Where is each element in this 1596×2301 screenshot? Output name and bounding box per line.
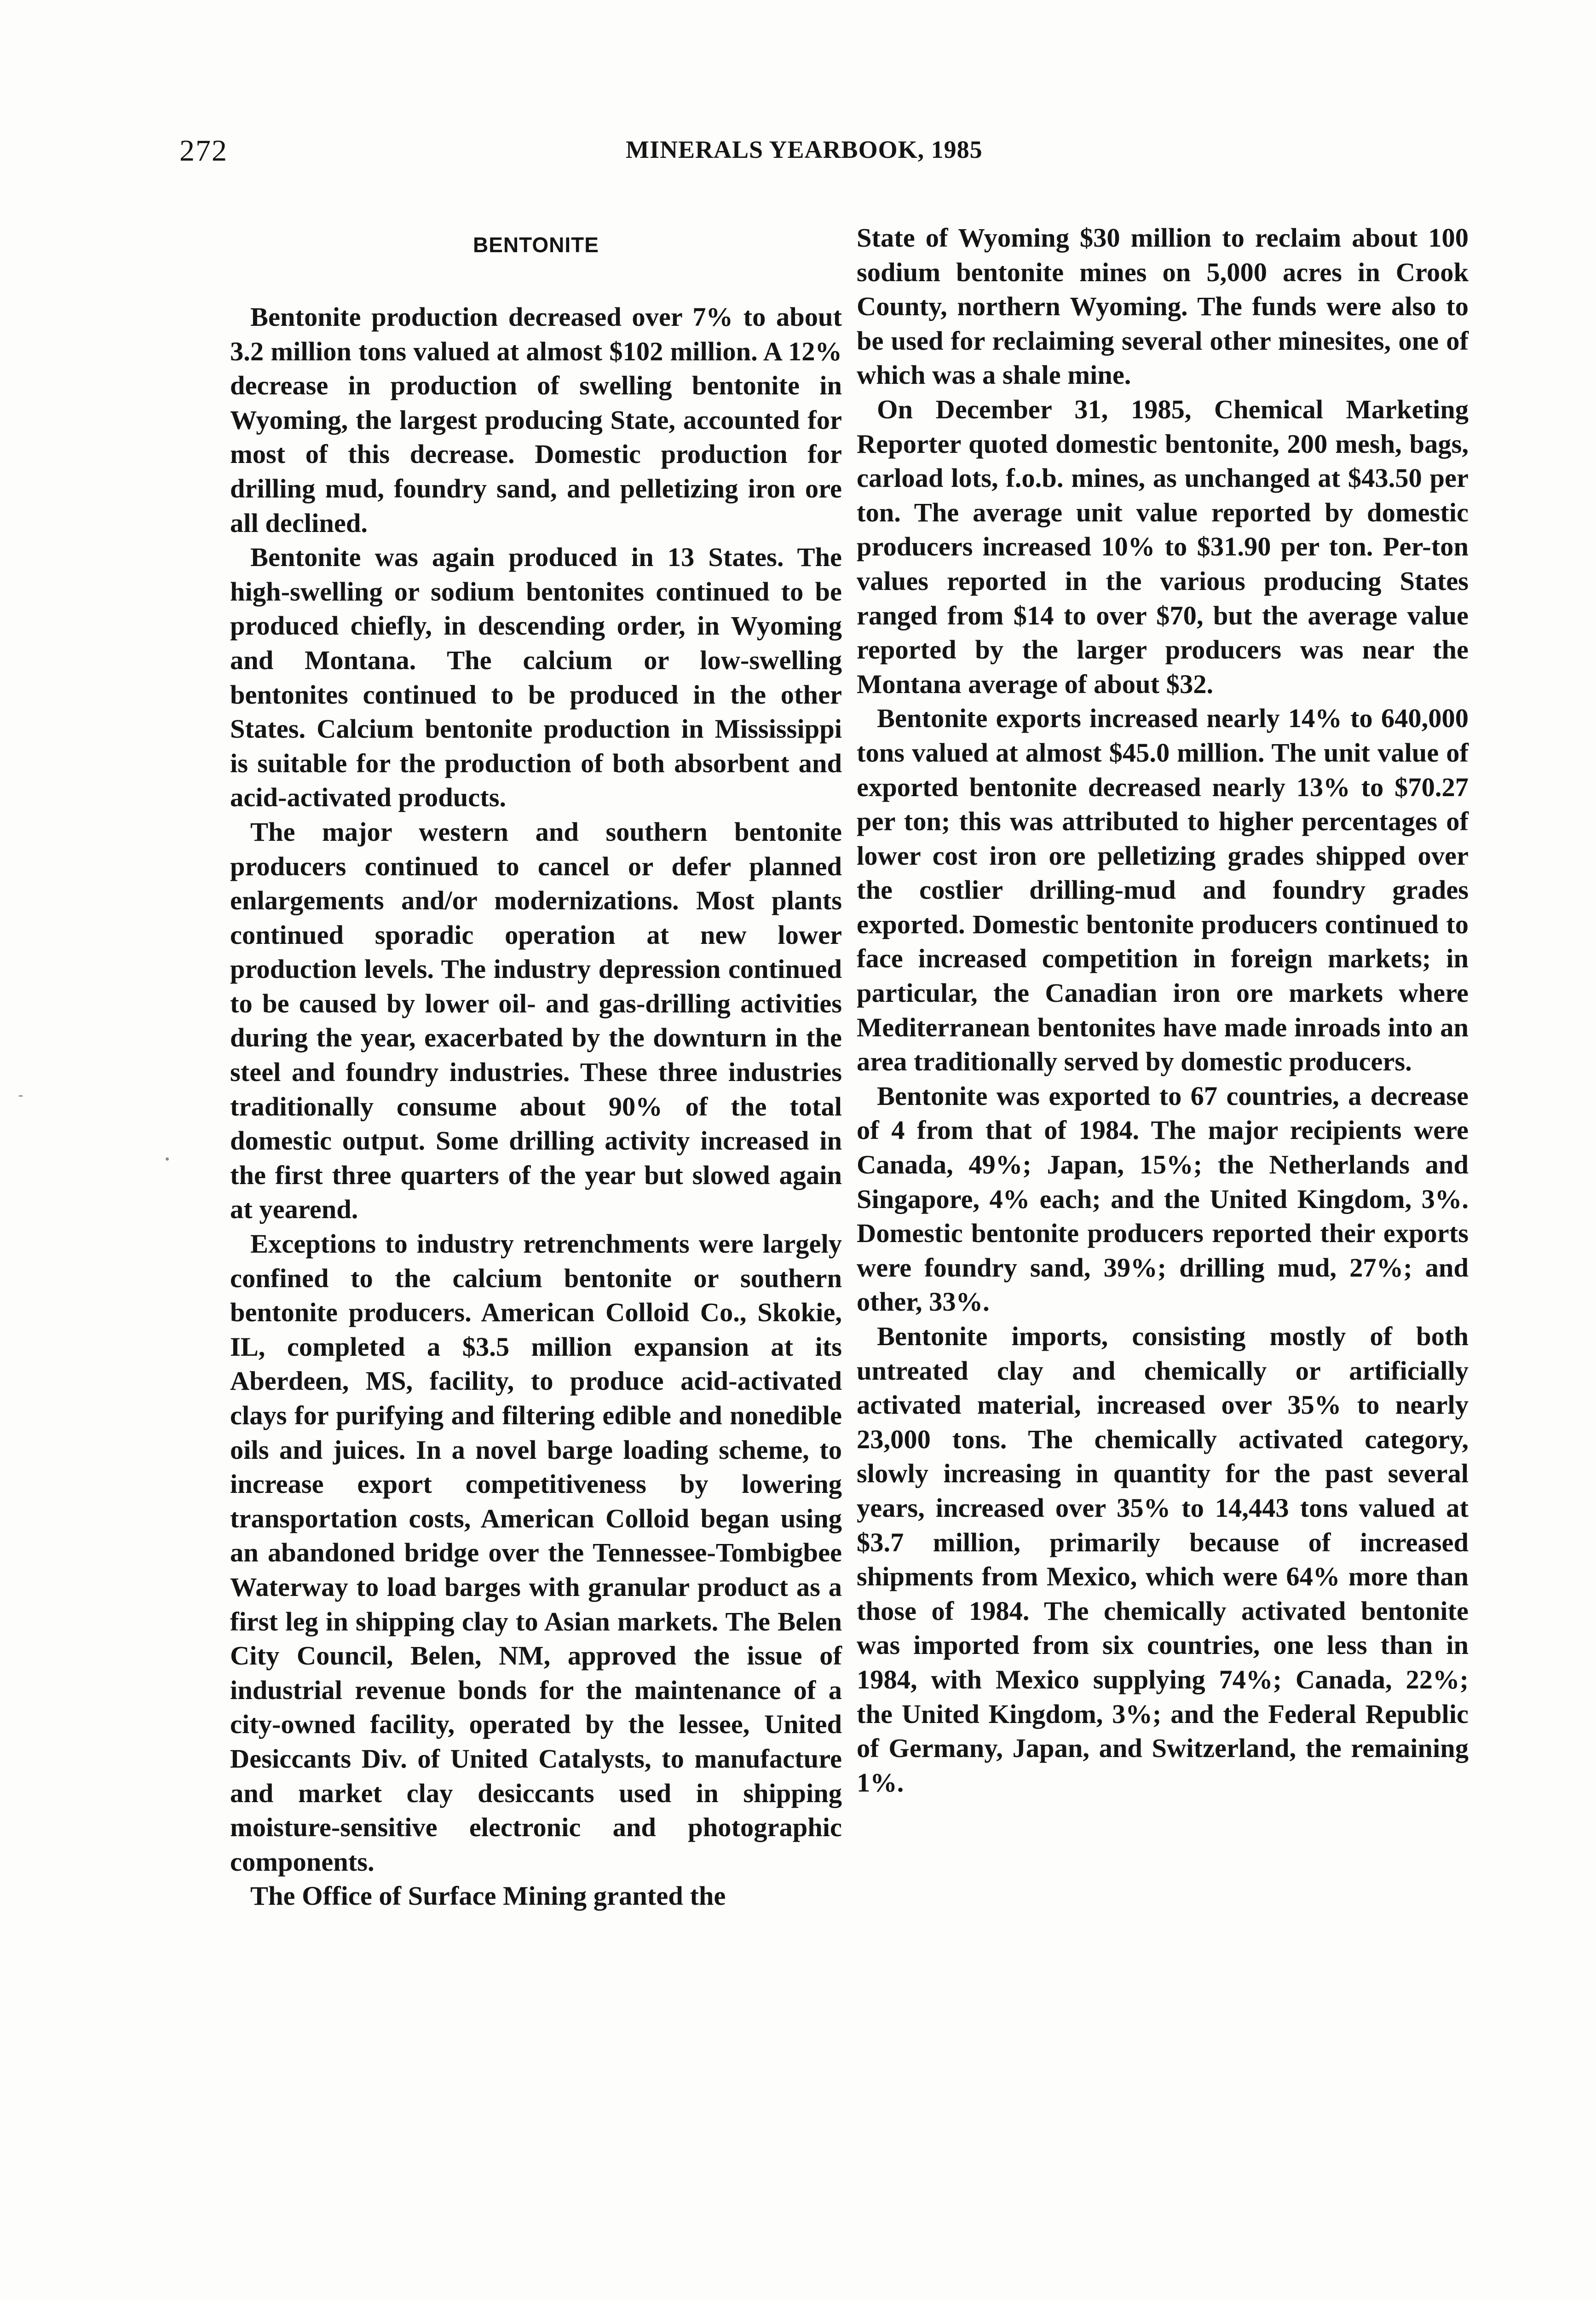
paragraph: Bentonite imports, consisting mostly of both untreated clay and chemically or artificially activated material, increased over 35% to nearly 23,000 tons. The chemically activated category, slowly increasing in quantity for the past several years, increased over 35% to 14,443 tons valued at $3.7 million, primarily because of increased shipments from Mexico, which were 64% more than those of 1984. The chemically activated bentonite was imported from six countries, one less than in 1984, with Mexico supplying 74%; Canada, 22%; the United Kingdom, 3%; and the Federal Republic of Germany, Japan, and Switzerland, the remaining 1%. xyxy=(857,1321,1469,1798)
paragraph: Bentonite exports increased nearly 14% to 640,000 tons valued at almost $45.0 million. The unit value of exported bentonite decreased nearly 13% to $70.27 per ton; this was attributed to higher percentages of lower cost iron ore pelletizing grades shipped over the costlier drilling-mud and foundry grades exported. Domestic bentonite producers continued to face increased competition in foreign markets; in particular, the Canadian iron ore markets where Mediterranean bentonites have made inroads into an area traditionally served by domestic producers. xyxy=(857,703,1469,1077)
running-head: MINERALS YEARBOOK, 1985 xyxy=(626,136,983,163)
paragraph: Bentonite was exported to 67 countries, a decrease of 4 from that of 1984. The major recipients were Canada, 49%; Japan, 15%; the Netherlands and Singapore, 4% each; and the United Kingdom, 3%. Domestic bentonite producers reported their exports were foundry sand, 39%; drilling mud, 27%; and other, 33%. xyxy=(857,1081,1469,1317)
page-header xyxy=(179,133,1100,184)
left-column xyxy=(230,221,842,1914)
paragraph: The Office of Surface Mining granted the xyxy=(250,1881,726,1911)
section-heading: BENTONITE xyxy=(473,233,599,257)
paragraph: On December 31, 1985, Chemical Marketing Reporter quoted domestic bentonite, 200 mesh, bags, carload lots, f.o.b. mines, as unchanged at $43.50 per ton. The average unit value reported by domestic producers increased 10% to $31.90 per ton. Per-ton values reported in the various producing States ranged from $14 to over $70, but the average value reported by the larger producers was near the Montana average of about $32. xyxy=(857,394,1469,699)
page-number: 272 xyxy=(179,134,228,168)
scan-speck xyxy=(166,1157,169,1161)
scan-speck xyxy=(18,1095,23,1097)
right-column xyxy=(857,221,1469,1800)
paragraph: The major western and southern bentonite producers continued to cancel or defer planned enlargements and/or modernizations. Most plants continued sporadic operation at new lower production levels. The industry depression continued to be caused by lower oil- and gas-drilling activities during the year, exacerbated by the downturn in the steel and foundry industries. These three industries traditionally consume about 90% of the total domestic output. Some drilling activity increased in the first three quarters of the year but slowed again at yearend. xyxy=(230,816,842,1225)
paragraph: Bentonite production decreased over 7% to about 3.2 million tons valued at almost $102 million. A 12% decrease in production of swelling bentonite in Wyoming, the largest producing State, accounted for most of this decrease. Domestic production for drilling mud, foundry sand, and pelletizing iron ore all declined. xyxy=(230,302,842,538)
paragraph: Exceptions to industry retrenchments were largely confined to the calcium bentonite or southern bentonite producers. American Colloid Co., Skokie, IL, completed a $3.5 million expansion at its Aberdeen, MS, facility, to produce acid-activated clays for purifying and filtering edible and nonedible oils and juices. In a novel barge loading scheme, to increase export competitiveness by lowering transportation costs, American Colloid began using an abandoned bridge over the Tennessee-Tombigbee Waterway to load barges with granular product as a first leg in shipping clay to Asian markets. The Belen City Council, Belen, NM, approved the issue of industrial revenue bonds for the maintenance of a city-owned facility, operated by the lessee, United Desiccants Div. of United Catalysts, to manufacture and market clay desiccants used in shipping moisture-sensitive electronic and photographic components. xyxy=(230,1229,842,1877)
paragraph: Bentonite was again produced in 13 States. The high-swelling or sodium bentonites continued to be produced chiefly, in descending order, in Wyoming and Montana. The calcium or low-swelling bentonites continued to be produced in the other States. Calcium bentonite production in Mississippi is suitable for the production of both absorbent and acid-activated products. xyxy=(230,542,842,813)
paragraph-continued: State of Wyoming $30 million to reclaim about 100 sodium bentonite mines on 5,000 acres in Crook County, northern Wyoming. The funds were also to be used for reclaiming several other minesites, one of which was a shale mine. xyxy=(857,223,1469,390)
